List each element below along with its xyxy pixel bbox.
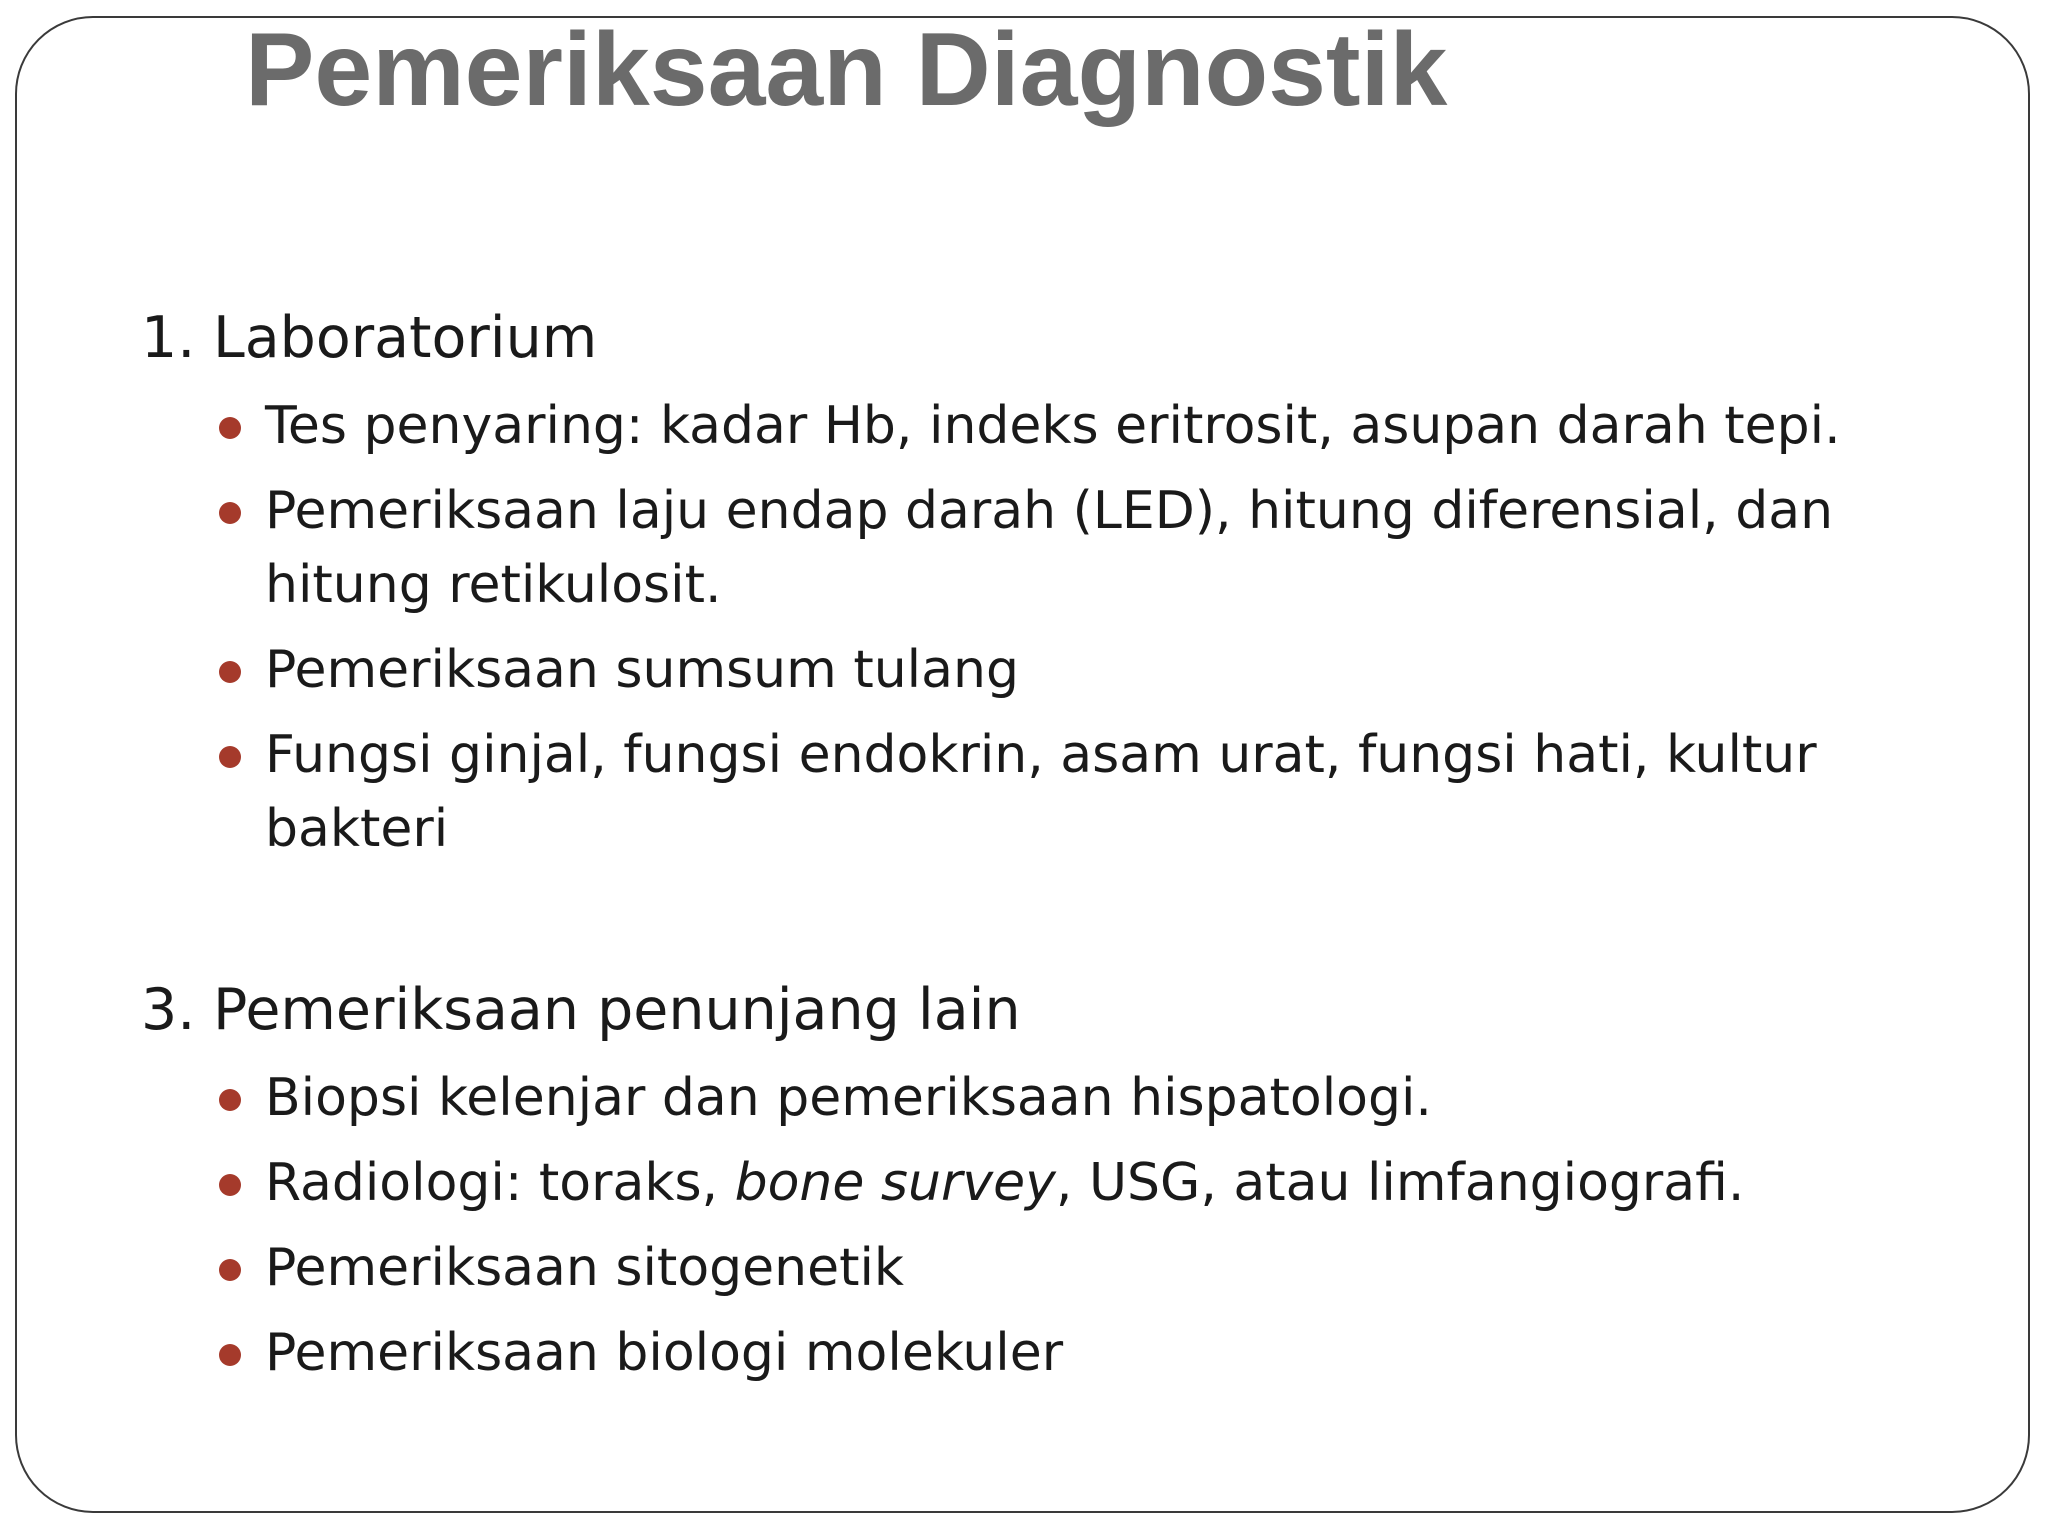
list-item-text: Fungsi ginjal, fungsi endokrin, asam urat, fungsi hati, kultur bakteri (265, 725, 1817, 859)
list-item-text-after: , USG, atau limfangiografi. (1055, 1153, 1745, 1213)
section-number: 3. (141, 977, 196, 1043)
bullet-list-laboratorium (141, 389, 2001, 866)
list-item-text: Pemeriksaan sitogenetik (265, 1238, 905, 1298)
list-item (141, 633, 1881, 707)
slide-frame (15, 12, 2030, 1513)
list-item (141, 1146, 1881, 1220)
list-item-text: Pemeriksaan laju endap darah (LED), hitung diferensial, dan hitung retikulosit. (265, 481, 1834, 615)
list-item (141, 1316, 1881, 1390)
bullet-dot-icon (219, 661, 241, 683)
section-heading-laboratorium (141, 298, 2001, 378)
list-item-text: Pemeriksaan sumsum tulang (265, 640, 1019, 700)
list-item (141, 1061, 1881, 1135)
slide-title: Pemeriksaan Diagnostik (245, 12, 1448, 128)
list-item (141, 718, 1881, 866)
bullet-dot-icon (219, 1259, 241, 1281)
bullet-dot-icon (219, 1174, 241, 1196)
list-item (141, 389, 1881, 463)
bullet-dot-icon (219, 417, 241, 439)
list-item-text-italic: bone survey (734, 1153, 1056, 1213)
list-item-text-before: Radiologi: toraks, (265, 1153, 735, 1213)
section-spacer (141, 866, 2001, 970)
list-item-text: Biopsi kelenjar dan pemeriksaan hispatologi. (265, 1068, 1432, 1128)
section-number: 1. (141, 305, 196, 371)
bullet-dot-icon (219, 1344, 241, 1366)
bullet-list-penunjang (141, 1061, 2001, 1390)
bullet-dot-icon (219, 1089, 241, 1111)
list-item (141, 474, 1881, 622)
bullet-dot-icon (219, 746, 241, 768)
list-item (141, 1231, 1881, 1305)
slide-content (141, 298, 2001, 1390)
list-item-text: Pemeriksaan biologi molekuler (265, 1323, 1064, 1383)
section-heading-text: Pemeriksaan penunjang lain (213, 977, 1021, 1043)
bullet-dot-icon (219, 502, 241, 524)
section-heading-text: Laboratorium (213, 305, 598, 371)
list-item-text: Tes penyaring: kadar Hb, indeks eritrosit, asupan darah tepi. (265, 396, 1841, 456)
section-heading-penunjang (141, 970, 2001, 1050)
